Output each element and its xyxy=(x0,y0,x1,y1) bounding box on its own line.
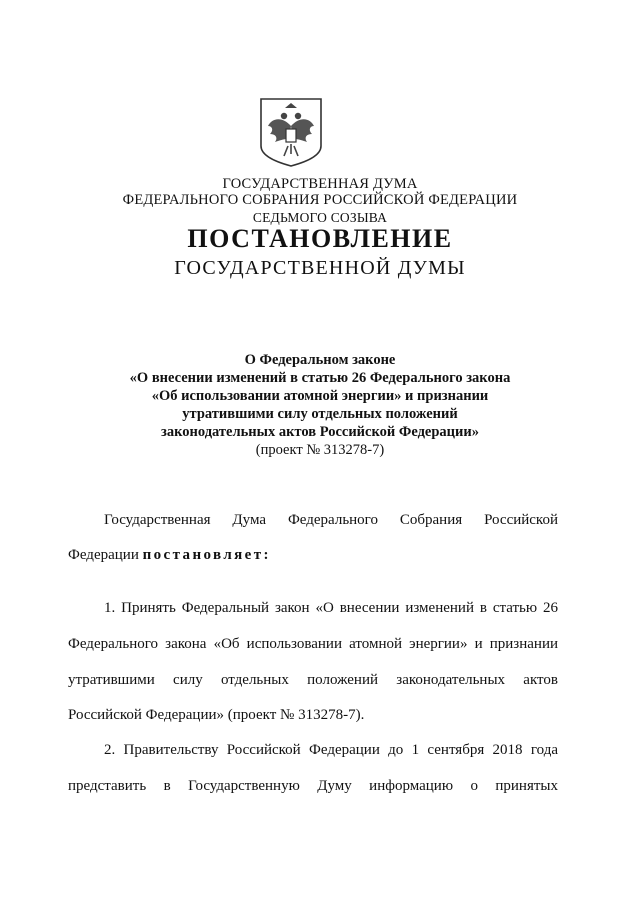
org-name-line2: ФЕДЕРАЛЬНОГО СОБРАНИЯ РОССИЙСКОЙ ФЕДЕРАЦИИ xyxy=(122,192,518,208)
subject-line: утратившими силу отдельных положений xyxy=(182,406,458,422)
document-type-title: ПОСТАНОВЛЕНИЕ xyxy=(187,224,453,253)
preamble-text: Федерации xyxy=(68,547,139,563)
item1-line: Российской Федерации» (проект № 313278-7). xyxy=(68,707,365,723)
subject-line: О Федеральном законе xyxy=(244,352,396,368)
subject-line: «Об использовании атомной энергии» и признании xyxy=(151,388,489,404)
resolves-keyword: постановляет: xyxy=(142,547,271,563)
item2-line: представить в Государственную Думу информацию о принятых xyxy=(68,778,558,794)
item1-line: утратившими силу отдельных положений законодательных актов xyxy=(68,672,558,688)
org-name-line1: ГОСУДАРСТВЕННАЯ ДУМА xyxy=(222,176,418,192)
subject-line: «О внесении изменений в статью 26 Федерального закона xyxy=(129,370,511,386)
project-number: (проект № 313278-7) xyxy=(255,442,385,458)
preamble-line xyxy=(68,547,558,564)
convocation-line: СЕДЬМОГО СОЗЫВА xyxy=(252,210,388,225)
item1-line: 1. Принять Федеральный закон «О внесении изменений в статью 26 xyxy=(104,600,558,616)
item1-line: Федерального закона «Об использовании атомной энергии» и признании xyxy=(68,636,558,652)
document-issuer-subtitle: ГОСУДАРСТВЕННОЙ ДУМЫ xyxy=(174,257,466,279)
preamble-line: Государственная Дума Федерального Собрания Российской xyxy=(104,512,558,528)
item2-line: 2. Правительству Российской Федерации до 1 сентября 2018 года xyxy=(104,742,558,758)
subject-line: законодательных актов Российской Федерации» xyxy=(161,424,479,440)
double-headed-eagle-emblem-icon xyxy=(258,96,324,168)
